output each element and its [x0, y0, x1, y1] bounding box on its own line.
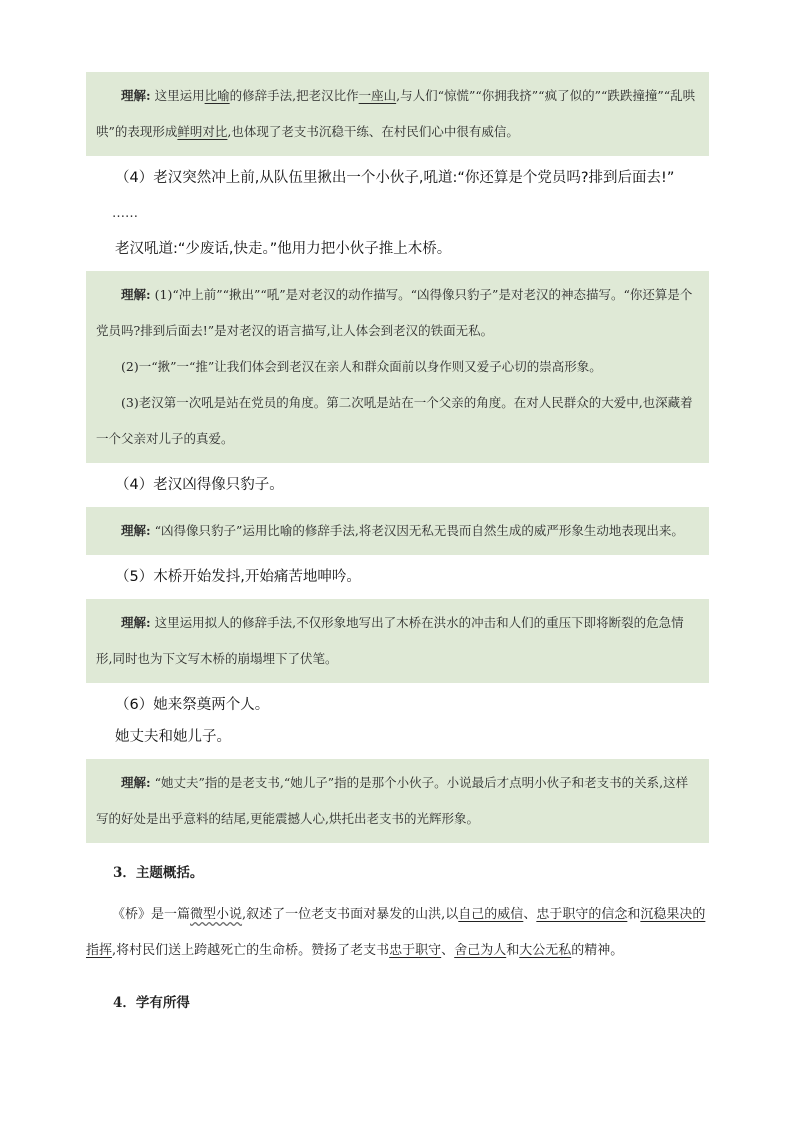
key-phrase: 忠于职守	[389, 943, 442, 958]
analysis-box-2	[86, 271, 709, 463]
analysis-text: 理解: “凶得像只豹子”运用比喻的修辞手法,将老汉因无私无畏而自然生成的威严形象生动地表现出来。	[121, 523, 684, 538]
key-phrase: 沉稳果决的指挥	[86, 907, 706, 958]
analysis-box-5	[86, 759, 709, 843]
key-phrase: 舍己为人	[454, 943, 507, 958]
key-phrase: 一座山	[358, 88, 397, 103]
quote-5: （5）木桥开始发抖,开始痛苦地呻吟。	[115, 569, 361, 585]
quote-6-line1: （6）她来祭奠两个人。	[115, 697, 270, 713]
analysis-label: 理解:	[121, 523, 151, 538]
analysis-label: 理解:	[121, 88, 151, 103]
key-phrase: 忠于职守的信念	[536, 907, 628, 922]
analysis-label: 理解:	[121, 287, 151, 302]
section-4-title: 4．学有所得	[113, 995, 190, 1011]
theme-summary: 《桥》是一篇微型小说,叙述了一位老支书面对暴发的山洪,以自己的威信、忠于职守的信念和沉稳果决的指挥,将村民们送上跨越死亡的生命桥。赞扬了老支书忠于职守、舍己为人和大公无私的精神。	[86, 907, 706, 958]
analysis-box-1	[86, 72, 709, 156]
quote-4a-line1: （4）老汉突然冲上前,从队伍里揪出一个小伙子,吼道:“你还算是个党员吗?排到后面去!”	[115, 170, 675, 186]
analysis-label: 理解:	[121, 775, 151, 790]
analysis-text: 理解: 这里运用拟人的修辞手法,不仅形象地写出了木桥在洪水的冲击和人们的重压下即将断裂的危急情形,同时也为下文写木桥的崩塌埋下了伏笔。	[96, 615, 684, 666]
key-phrase: 鲜明对比	[177, 124, 228, 139]
document-page	[86, 72, 709, 1027]
analysis-text: 理解: “她丈夫”指的是老支书,“她儿子”指的是那个小伙子。小说最后才点明小伙子和老支书的关系,这样写的好处是出乎意料的结尾,更能震撼人心,烘托出老支书的光辉形象。	[96, 775, 689, 826]
analysis-text-1: 理解: (1)“冲上前”“揪出”“吼”是对老汉的动作描写。“凶得像只豹子”是对老汉的神态描写。“你还算是个党员吗?排到后面去!”是对老汉的语言描写,让人体会到老汉的铁面无私。	[96, 287, 693, 338]
quote-6-line2: 她丈夫和她儿子。	[115, 729, 231, 745]
analysis-label: 理解:	[121, 615, 151, 630]
key-phrase: 自己的威信	[458, 907, 524, 922]
key-phrase: 比喻	[204, 88, 230, 103]
analysis-box-4	[86, 599, 709, 683]
analysis-box-3	[86, 507, 709, 555]
key-phrase: 大公无私	[519, 943, 572, 958]
analysis-text-3: (3)老汉第一次吼是站在党员的角度。第二次吼是站在一个父亲的角度。在对人民群众的大爱中,也深藏着一个父亲对儿子的真爱。	[96, 395, 693, 446]
analysis-text: 理解: 这里运用比喻的修辞手法,把老汉比作一座山,与人们“惊慌”“你拥我挤”“疯了似的”“跌跌撞撞”“乱哄哄”的表现形成鲜明对比,也体现了老支书沉稳干练、在村民们心中很有威信。	[96, 88, 696, 139]
quote-4b: （4）老汉凶得像只豹子。	[115, 477, 284, 493]
analysis-text-2: (2)一“揪”一“推”让我们体会到老汉在亲人和群众面前以身作则又爱子心切的崇高形象。	[121, 359, 602, 374]
ellipsis: ……	[112, 206, 138, 221]
section-3-title: 3．主题概括。	[113, 865, 204, 881]
quote-4a-line2: 老汉吼道:“少废话,快走。”他用力把小伙子推上木桥。	[115, 241, 452, 257]
key-phrase: 微型小说	[190, 907, 243, 922]
